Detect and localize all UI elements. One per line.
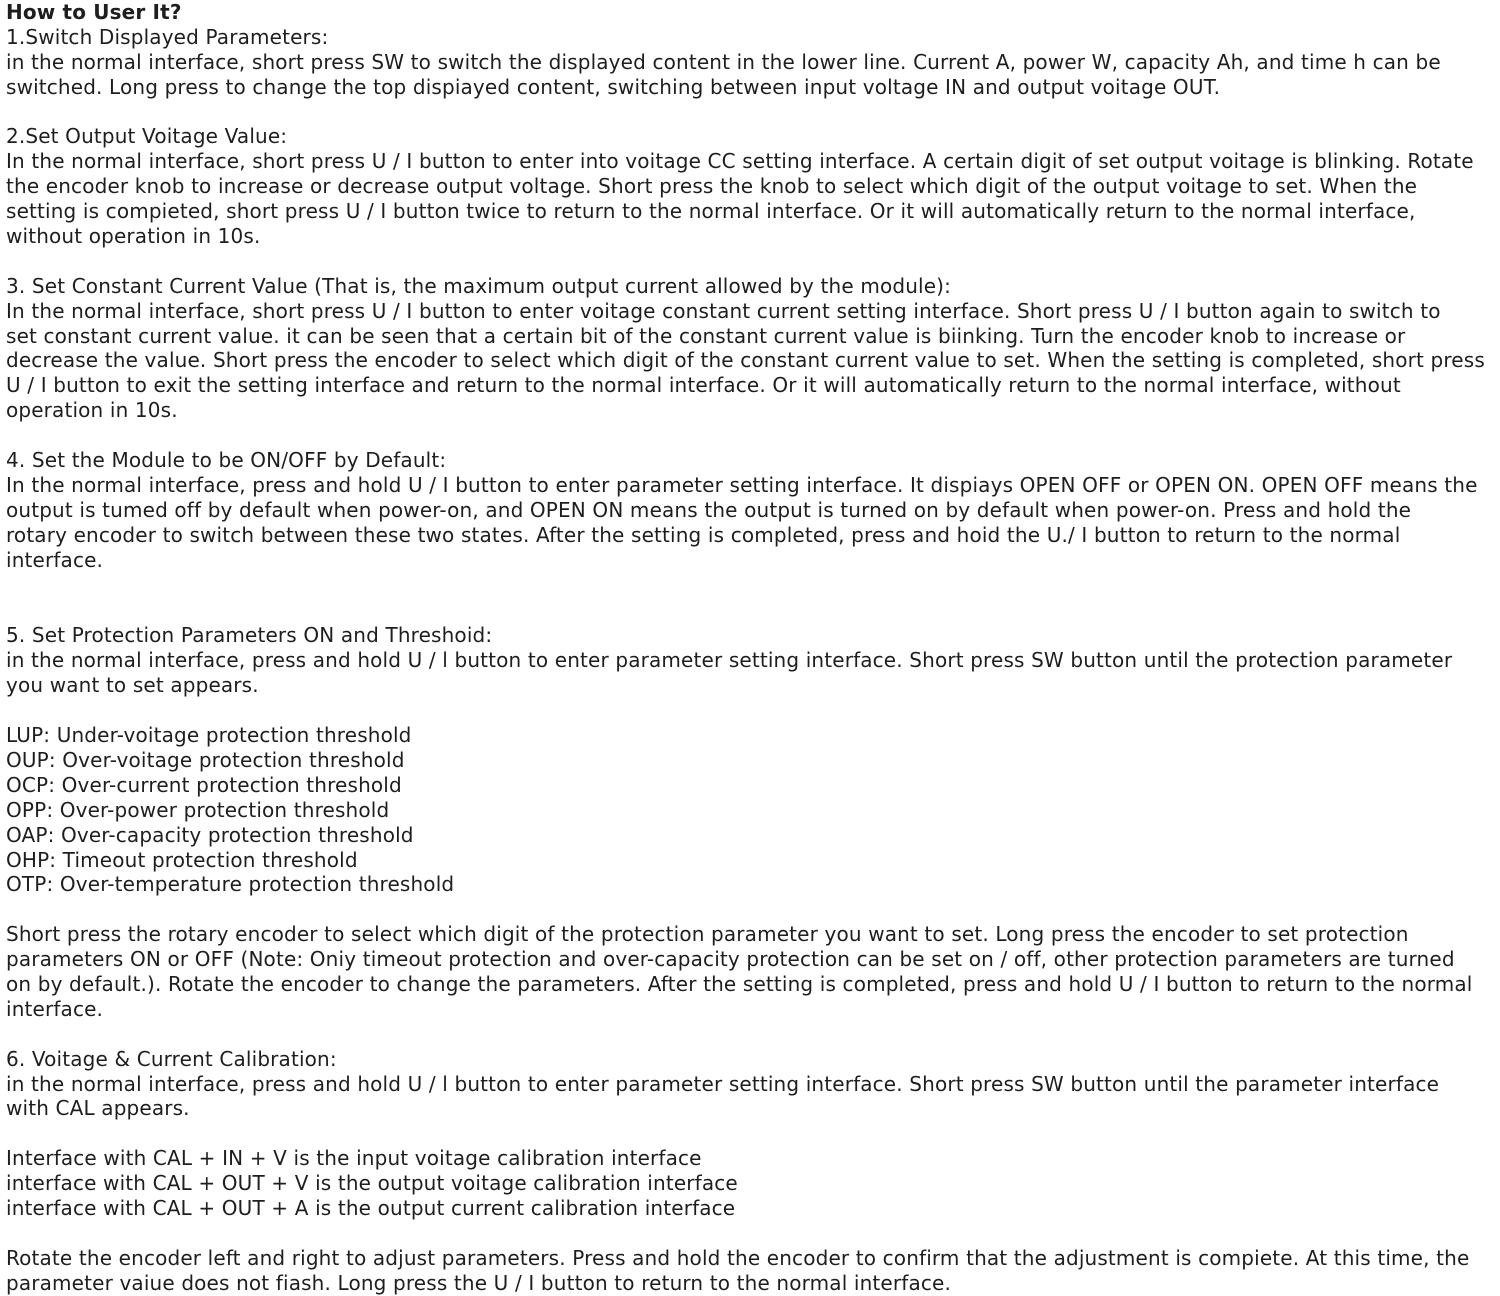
paragraph-line: setting is compieted, short press U / I button twice to return to the normal interface. Or it will automatically return to the normal interface, [6, 199, 1416, 224]
paragraph-line: operation in 10s. [6, 398, 178, 423]
section-heading: 1.Switch Displayed Parameters: [6, 24, 329, 49]
paragraph-line: In the normal interface, press and hold U / I button to enter parameter setting interface. It dispiays OPEN OFF or OPEN ON. OPEN OFF means the [6, 472, 1478, 497]
paragraph-line: in the normal interface, press and hold U / l button to enter parameter setting interface. Short press SW button until the protection parameter [6, 648, 1453, 673]
paragraph-line: Rotate the encoder left and right to adjust parameters. Press and hold the encoder to confirm that the adjustment is compiete. At this time, the [6, 1245, 1470, 1270]
paragraph-line: output is tumed off by default when power-on, and OPEN ON means the output is turned on by default when power-on. Press and hold the [6, 497, 1412, 522]
paragraph-line: interface. [6, 996, 104, 1021]
list-item: interface with CAL + OUT + V is the output voitage calibration interface [6, 1171, 738, 1196]
spacer [6, 572, 1496, 623]
paragraph-line: with CAL appears. [6, 1096, 190, 1121]
paragraph-line: Short press the rotary encoder to select which digit of the protection parameter you want to set. Long press the encoder to set protection [6, 922, 1409, 947]
section-heading: 4. Set the Module to be ON/OFF by Default: [6, 448, 447, 473]
section-set-output-voltage [6, 124, 1496, 248]
paragraph-line: decrease the value. Short press the encoder to select which digit of the constant current value to set. When the setting is completed, short press [6, 348, 1485, 373]
paragraph-line: interface. [6, 547, 104, 572]
list-item: OUP: Over-voitage protection threshold [6, 747, 405, 772]
list-item: interface with CAL + OUT + A is the output current calibration interface [6, 1195, 736, 1220]
paragraph-line: without operation in 10s. [6, 224, 261, 249]
paragraph-line: switched. Long press to change the top dispiayed content, switching between input voltage IN and output voitage OUT. [6, 74, 1221, 99]
paragraph-line: In the normal interface, short press U / I button to enter into voitage CC setting interface. A certain digit of set output voitage is blinking. Rotate [6, 149, 1474, 174]
paragraph-line: parameter vaiue does not fiash. Long press the U / I button to return to the normal interface. [6, 1270, 951, 1295]
calibration-interface-list [6, 1146, 1496, 1221]
paragraph-line: in the normal interface, short press SW to switch the displayed content in the lower line. Current A, power W, capacity Ah, and time h can be [6, 49, 1441, 74]
paragraph-line: you want to set appears. [6, 673, 259, 698]
section-default-on-off [6, 448, 1496, 572]
list-item: OCP: Over-current protection threshold [6, 772, 402, 797]
spacer [6, 100, 1496, 125]
paragraph-line: set constant current value. it can be seen that a certain bit of the constant current value is biinking. Turn the encoder knob to increase or [6, 323, 1406, 348]
spacer [6, 423, 1496, 448]
section-heading: 2.Set Output Voitage Value: [6, 124, 288, 149]
list-item: OHP: Timeout protection threshold [6, 847, 358, 872]
list-item: OTP: Over-temperature protection threshold [6, 872, 455, 897]
paragraph-line: parameters ON or OFF (Note: Oniy timeout protection and over-capacity protection can be set on / off, other protection parameters are turned [6, 947, 1455, 972]
spacer [6, 897, 1496, 922]
instructions-document [6, 0, 1496, 1296]
section-calibration [6, 1047, 1496, 1296]
section-set-constant-current [6, 274, 1496, 423]
protection-threshold-list [6, 723, 1496, 897]
section-heading: 3. Set Constant Current Value (That is, the maximum output current allowed by the module): [6, 273, 952, 298]
spacer [6, 249, 1496, 274]
spacer [6, 1022, 1496, 1047]
list-item: OPP: Over-power protection threshold [6, 797, 390, 822]
section-switch-displayed-parameters [6, 25, 1496, 100]
section-heading: 5. Set Protection Parameters ON and Threshoid: [6, 623, 493, 648]
paragraph-line: rotary encoder to switch between these two states. After the setting is completed, press and hoid the U./ I button to return to the normal [6, 522, 1401, 547]
list-item: OAP: Over-capacity protection threshold [6, 822, 414, 847]
section-heading: 6. Voitage & Current Calibration: [6, 1046, 337, 1071]
paragraph-line: In the normal interface, short press U / I button to enter voitage constant current setting interface. Short press U / I button again to switch to [6, 298, 1441, 323]
paragraph-line: on by default.). Rotate the encoder to change the parameters. After the setting is completed, press and hold U / I button to return to the normal [6, 971, 1473, 996]
list-item: Interface with CAL + IN + V is the input voitage calibration interface [6, 1146, 702, 1171]
spacer [6, 1121, 1496, 1146]
document-title: How to User It? [6, 0, 182, 24]
paragraph-line: the encoder knob to increase or decrease output voltage. Short press the knob to select which digit of the output voitage to set. When the [6, 174, 1418, 199]
section-protection-parameters [6, 623, 1496, 1021]
paragraph-line: in the normal interface, press and hold U / l button to enter parameter setting interface. Short press SW button until the parameter interface [6, 1071, 1440, 1096]
list-item: LUP: Under-voitage protection threshold [6, 723, 412, 748]
paragraph-line: U / I button to exit the setting interface and return to the normal interface. Or it will automatically return to the normal interface, without [6, 373, 1401, 398]
spacer [6, 1221, 1496, 1246]
spacer [6, 698, 1496, 723]
